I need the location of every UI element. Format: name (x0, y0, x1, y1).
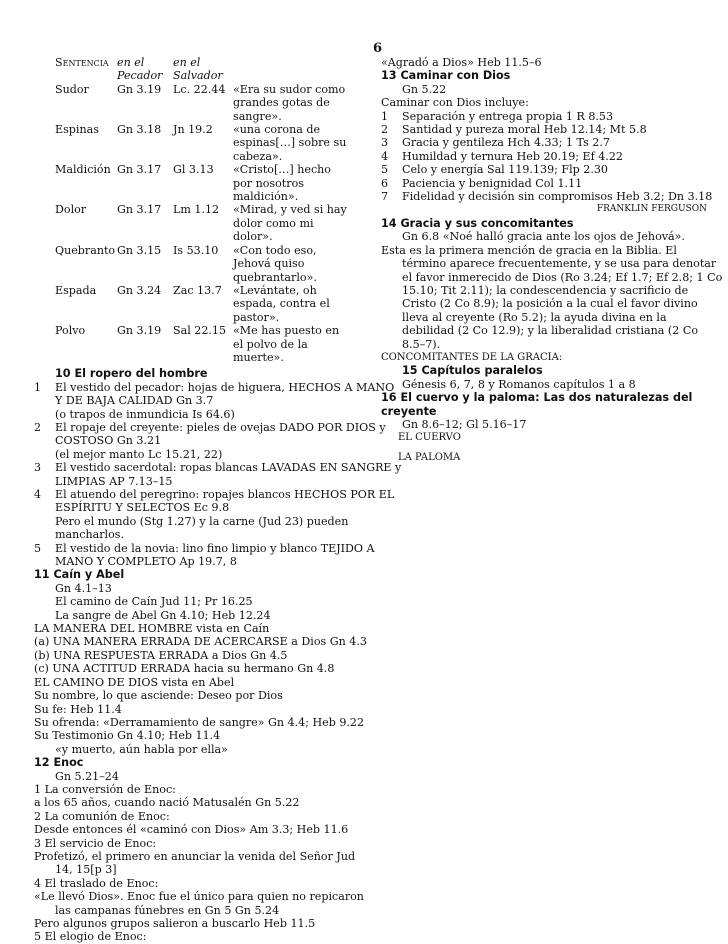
text-line (34, 541, 375, 555)
table-cell: «Mirad, y ved si hay dolor como mi dolor». (233, 203, 347, 244)
item-text: Pero el mundo (Stg 1.27) y la carne (Jud 23) pueden (55, 514, 349, 528)
item-text: Separación y entrega propia 1 R 8.53 (402, 109, 614, 123)
table-row (55, 284, 351, 324)
signature: FRANKLIN FERGUSON (596, 204, 707, 215)
section-16-ref: Gn 8.6–12; Gl 5.16–17 (402, 417, 527, 431)
item-number: 1 (34, 380, 42, 394)
table-cell: Espada (55, 283, 97, 297)
text-line: término aparece frecuentemente, y se usa para denotar (402, 257, 717, 271)
text-line (34, 394, 361, 407)
raven-block (398, 431, 707, 444)
item-number: 3 (381, 136, 389, 150)
text-line (34, 461, 402, 475)
text-line: «Le llevó Dios». Enoc fue el único para quien no repicaron (34, 890, 364, 904)
table-cell: «una corona de espinas[…] sobre su cabeza». (233, 123, 347, 163)
text-line: 15.10; Tit 2.11); la condescendencia y sacrificio de (402, 283, 689, 297)
table-header: en el Pecador (117, 56, 163, 83)
text-line: EL CAMINO DE DIOS vista en Abel (34, 675, 235, 689)
section-13-ref: Gn 5.22 (402, 82, 447, 96)
text-line: 2 La comunión de Enoc: (34, 809, 170, 823)
table-cell: Is 53.10 (173, 243, 219, 257)
text-line: las campanas fúnebres en Gn 5 Gn 5.24 (55, 903, 280, 917)
text-line: «y muerto, aún habla por ella» (55, 742, 228, 756)
table-cell: Maldición (55, 163, 111, 177)
section-title-11: 11 Caín y Abel (34, 568, 125, 582)
item-text: (o trapos de inmundicia Is 64.6) (55, 407, 235, 421)
text-line (34, 434, 361, 447)
text-line (34, 408, 361, 421)
section-15-intro: Génesis 6, 7, 8 y Romanos capítulos 1 a 8 (402, 377, 636, 391)
text-line: Gn 5.21–24 (55, 769, 119, 783)
section-title-16: 16 El cuervo y la paloma: Las dos naturalezas del creyente (381, 391, 693, 418)
item-text: El vestido sacerdotal: ropas blancas LAVADAS EN SANGRE y (55, 461, 402, 475)
text-line: 5 El elogio de Enoc: (34, 930, 147, 944)
item-text: El atuendo del peregrino: ropajes blancos HECHOS POR EL (55, 488, 395, 501)
text-line: (c) UNA ACTITUD ERRADA hacia su hermano Gn 4.8 (34, 662, 335, 676)
table-header: en el Salvador (173, 56, 223, 83)
text-line: el favor inmerecido de Dios (Ro 3.24; Ef 1.7; Ef 2.8; 1 Co (402, 270, 723, 284)
raven-label: EL CUERVO (398, 432, 461, 444)
section-13-intro: Caminar con Dios incluye: (381, 96, 529, 110)
text-line: LA MANERA DEL HOMBRE vista en Caín (34, 622, 270, 636)
text-line: (a) UNA MANERA ERRADA DE ACERCARSE a Dios Gn 4.3 (34, 635, 367, 649)
text-line: 14, 15[p 3] (55, 863, 117, 877)
table-cell: Jn 19.2 (173, 123, 213, 137)
section-title-14: 14 Gracia y sus concomitantes (381, 216, 574, 230)
item-text: LIMPIAS AP 7.13–15 (55, 474, 173, 488)
text-line: La sangre de Abel Gn 4.10; Heb 12.24 (55, 608, 271, 622)
item-number: 4 (381, 149, 389, 163)
list-item (381, 110, 707, 123)
item-text: El vestido del pecador: hojas de higuera, HECHOS A MANO (55, 380, 395, 394)
item-text: Paciencia y benignidad Col 1.11 (402, 176, 583, 190)
item-number: 1 (381, 109, 389, 123)
table-row (55, 244, 351, 284)
text-line: 1 La conversión de Enoc: (34, 782, 176, 796)
text-line: Gn 4.1–13 (55, 581, 112, 595)
table-cell: Polvo (55, 324, 86, 338)
table-cell: Lc. 22.44 (173, 82, 226, 96)
item-number: 6 (381, 176, 389, 190)
text-line (34, 515, 361, 528)
text-line: Su ofrenda: «Derramamiento de sangre» Gn 4.4; Heb 9.22 (34, 715, 365, 729)
item-text: COSTOSO Gn 3.21 (55, 434, 162, 448)
section-title-12: 12 Enoc (34, 756, 84, 770)
list-item (381, 136, 707, 149)
text-line: Su Testimonio Gn 4.10; Heb 11.4 (34, 729, 221, 743)
table-cell: Gn 3.15 (117, 243, 162, 257)
section-12-body (34, 769, 364, 944)
table-row (55, 123, 351, 163)
suffering-table (55, 56, 351, 364)
table-header (233, 56, 351, 83)
table-cell: «Me has puesto en el polvo de la muerte». (233, 324, 340, 364)
text-line: Pero algunos grupos salieron a buscarlo Heb 11.5 (34, 917, 316, 930)
item-number: 7 (381, 190, 389, 204)
table-cell: Gn 3.17 (117, 163, 162, 177)
table-cell: «Era su sudor como grandes gotas de sangre». (233, 82, 346, 123)
table-cell: Gn 3.24 (117, 283, 162, 297)
text-line: Su fe: Heb 11.4 (34, 702, 122, 716)
text-line: Esta es la primera mención de gracia en la Biblia. El (381, 243, 677, 257)
section-title-15: 15 Capítulos paralelos (402, 364, 543, 378)
list-item (381, 123, 707, 136)
table-cell: Quebranto (55, 243, 116, 257)
section-10-body (34, 380, 402, 569)
item-text: (el mejor manto Lc 15.21, 22) (55, 447, 223, 461)
item-number: 2 (381, 123, 389, 137)
text-line: a los 65 años, cuando nació Matusalén Gn 5.22 (34, 796, 300, 810)
item-text: Y DE BAJA CALIDAD Gn 3.7 (55, 394, 214, 408)
section-title-13: 13 Caminar con Dios (381, 69, 511, 83)
item-number: 5 (34, 541, 42, 555)
left-column (34, 56, 402, 944)
list-item (381, 163, 707, 176)
text-line: El camino de Caín Jud 11; Pr 16.25 (55, 595, 253, 609)
table-cell: «Con todo eso, Jehová quiso quebrantarlo». (233, 243, 317, 284)
table-cell: Gn 3.19 (117, 82, 162, 96)
text-line: Gn 6.8 «Noé halló gracia ante los ojos de Jehová». (402, 230, 685, 244)
item-number: 4 (34, 488, 42, 501)
text-line (34, 420, 386, 434)
text-line (34, 555, 361, 568)
table-cell: Lm 1.12 (173, 203, 220, 217)
text-line (34, 528, 361, 541)
table-header: Sentencia (55, 56, 109, 69)
text-line: (b) UNA RESPUESTA ERRADA a Dios Gn 4.5 (34, 648, 288, 662)
text-line: debilidad (2 Co 12.9); y la liberalidad cristiana (2 Co (402, 324, 698, 338)
text-line: lleva al creyente (Ro 5.2); la ayuda divina en la (402, 310, 667, 324)
table-row (55, 83, 351, 123)
text-line: Desde entonces él «caminó con Dios» Am 3.3; Heb 11.6 (34, 823, 349, 837)
text-line (34, 488, 395, 501)
item-number: 2 (34, 420, 42, 434)
table-cell: Sudor (55, 82, 89, 96)
concomitants-title: CONCOMITANTES DE LA GRACIA: (381, 351, 563, 363)
table-cell: Gl 3.13 (173, 163, 214, 177)
item-text: MANO Y COMPLETO Ap 19.7, 8 (55, 555, 237, 569)
list-item (381, 150, 707, 163)
text-line: Su nombre, lo que asciende: Deseo por Dios (34, 689, 283, 703)
item-text: ESPÍRITU Y SELECTOS Ec 9.8 (55, 501, 230, 515)
item-text: El vestido de la novia: lino fino limpio y blanco TEJIDO A (55, 541, 375, 555)
table-cell: «Levántate, oh espada, contra el pastor». (233, 283, 330, 324)
right-column (381, 56, 723, 464)
table-cell: Sal 22.15 (173, 324, 227, 338)
item-text: mancharlos. (55, 528, 125, 542)
table-row (55, 324, 351, 364)
section-13-list (381, 109, 713, 204)
table-cell: Gn 3.17 (117, 203, 162, 217)
text-line (34, 448, 361, 461)
list-item (381, 177, 707, 190)
table-cell: Zac 13.7 (173, 283, 222, 297)
item-number: 5 (381, 163, 389, 177)
item-number: 3 (34, 461, 42, 475)
text-line (34, 380, 395, 394)
item-text: El ropaje del creyente: pieles de ovejas DADO POR DIOS y (55, 420, 386, 434)
table-row (55, 203, 351, 243)
page-number: 6 (373, 41, 383, 56)
table-cell: Espinas (55, 123, 99, 137)
text-line (34, 475, 361, 488)
table-cell: Gn 3.18 (117, 123, 162, 137)
list-item (381, 190, 713, 204)
table-cell: «Cristo[…] hecho por nosotros maldición». (233, 163, 331, 204)
top-line: «Agradó a Dios» Heb 11.5–6 (381, 56, 542, 69)
table-row (55, 163, 351, 203)
text-line: 4 El traslado de Enoc: (34, 876, 159, 890)
text-line (34, 501, 361, 514)
dove-block (398, 451, 707, 464)
section-11-body (34, 581, 367, 756)
item-text: Gracia y gentileza Hch 4.33; 1 Ts 2.7 (402, 136, 610, 150)
text-line: Profetizó, el primero en anunciar la venida del Señor Jud (34, 849, 356, 863)
dove-label: LA PALOMA (398, 451, 461, 463)
table-header-row (55, 56, 351, 83)
item-text: Fidelidad y decisión sin compromisos Heb 3.2; Dn 3.18 (402, 190, 713, 204)
section-14-body (381, 230, 723, 351)
text-line: 3 El servicio de Enoc: (34, 836, 157, 850)
table-cell: Dolor (55, 203, 87, 217)
section-title-10: 10 El ropero del hombre (55, 367, 208, 381)
table-cell: Gn 3.19 (117, 324, 162, 338)
text-line: 8.5–7). (402, 337, 441, 351)
text-line: Cristo (2 Co 8.9); la posición a la cual el favor divino (402, 297, 698, 311)
item-text: Celo y energía Sal 119.139; Flp 2.30 (402, 163, 608, 177)
item-text: Santidad y pureza moral Heb 12.14; Mt 5.8 (402, 123, 647, 137)
item-text: Humildad y ternura Heb 20.19; Ef 4.22 (402, 149, 623, 163)
